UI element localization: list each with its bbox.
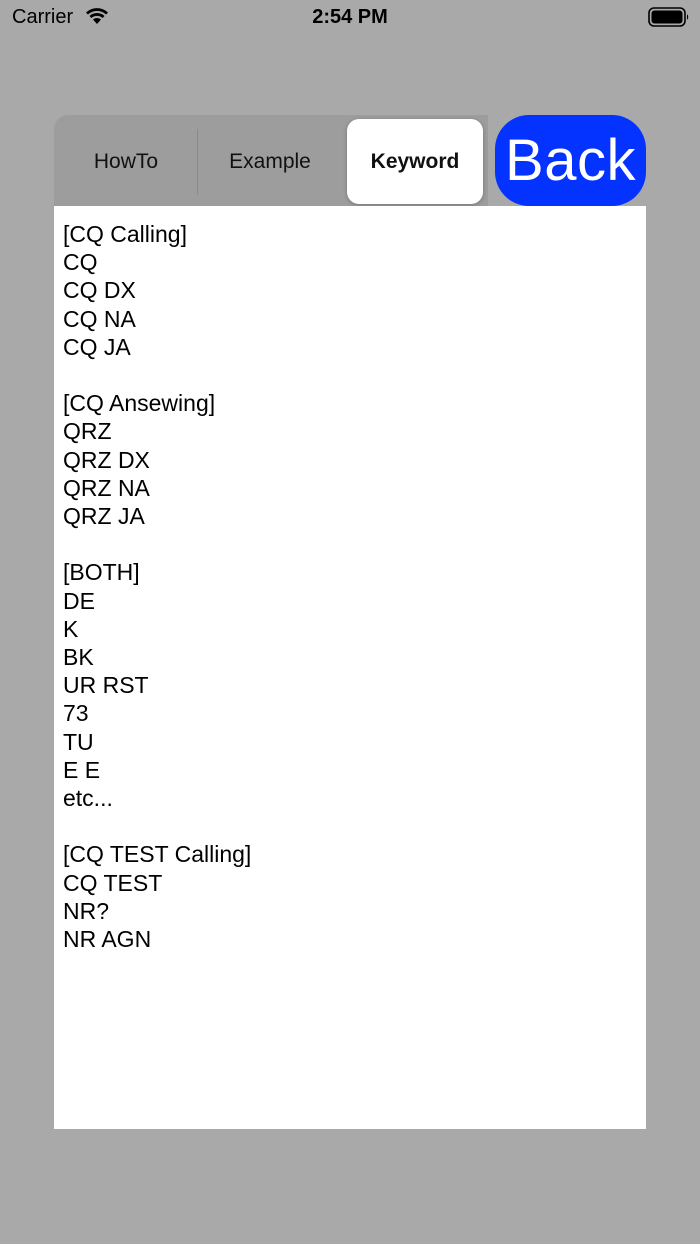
status-bar [0,0,700,36]
tab-example[interactable]: Example [229,150,311,173]
carrier-label: Carrier [12,6,74,28]
keyword-text: [CQ Calling] CQ CQ DX CQ NA CQ JA [CQ Ansewing] QRZ QRZ DX QRZ NA QRZ JA [BOTH] DE K BK UR RST 73 TU E E etc... [CQ TEST Calling] CQ TEST NR? NR AGN [63,221,252,953]
back-button[interactable]: Back [495,115,646,206]
tab-howto[interactable]: HowTo [93,150,159,173]
tab-keyword[interactable]: Keyword [347,119,483,204]
keyword-text-view[interactable] [54,206,646,1129]
tab-segmented-control [54,115,488,206]
battery-icon [648,7,690,27]
status-time: 2:54 PM [312,6,388,28]
